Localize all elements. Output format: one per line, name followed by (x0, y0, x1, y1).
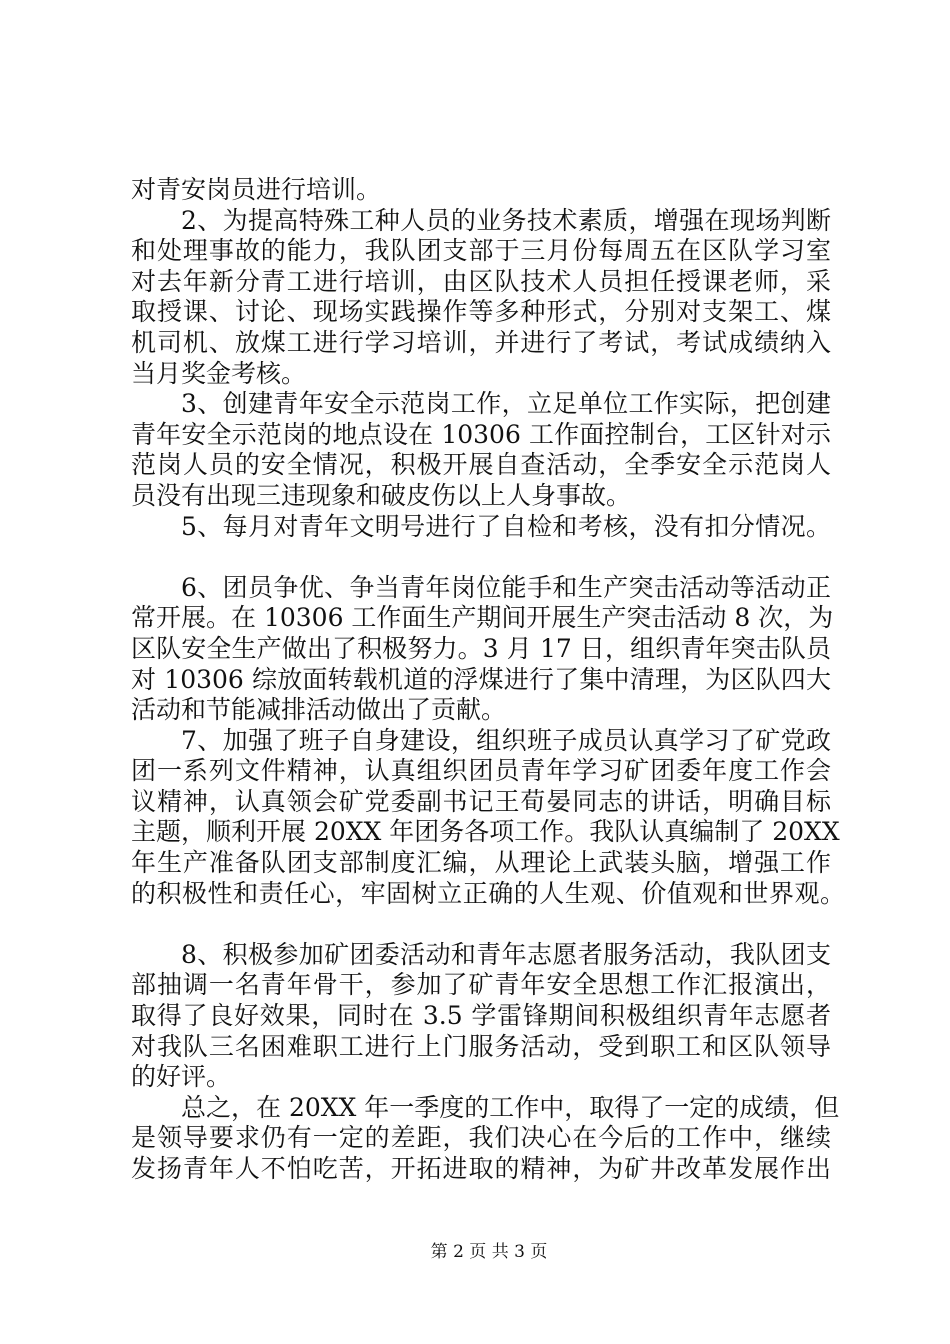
paragraph-line: 当月奖金考核。 (131, 358, 307, 388)
paragraph-line: 常开展。在 10306 工作面生产期间开展生产突击活动 8 次，为 (131, 603, 834, 633)
paragraph-item-3 (131, 389, 831, 511)
paragraph-line: 员没有出现三违现象和破皮伤以上人身事故。 (131, 480, 632, 510)
paragraph-line: 对我队三名困难职工进行上门服务活动，受到职工和区队领导 (131, 1031, 831, 1061)
blank-line (131, 542, 831, 573)
paragraph-line: 发扬青年人不怕吃苦，开拓进取的精神，为矿井改革发展作出 (131, 1154, 831, 1183)
paragraph-line: 青年安全示范岗的地点设在 10306 工作面控制台，工区针对示 (131, 419, 831, 449)
paragraph-line: 对去年新分青工进行培训，由区队技术人员担任授课老师，采 (131, 266, 831, 296)
paragraph-line: 机司机、放煤工进行学习培训，并进行了考试，考试成绩纳入 (131, 327, 831, 357)
paragraph-line: 取授课、讨论、现场实践操作等多种形式，分别对支架工、煤 (131, 297, 831, 327)
paragraph-line: 对 10306 综放面转载机道的浮煤进行了集中清理，为区队四大 (131, 664, 831, 694)
paragraph-line: 主题，顺利开展 20XX 年团务各项工作。我队认真编制了 20XX (131, 817, 840, 847)
paragraph-line: 3、创建青年安全示范岗工作，立足单位工作实际，把创建 (181, 389, 831, 419)
page-number-footer: 第 2 页 共 3 页 (430, 1242, 548, 1262)
paragraph-summary (131, 1092, 840, 1185)
paragraph-line: 取得了良好效果，同时在 3.5 学雷锋期间积极组织青年志愿者 (131, 1001, 831, 1031)
paragraph-line: 7、加强了班子自身建设，组织班子成员认真学习了矿党政 (181, 725, 831, 755)
paragraph-line: 年生产准备队团支部制度汇编，从理论上武装头脑，增强工作 (131, 848, 831, 878)
paragraph-line: 的积极性和责任心，牢固树立正确的人生观、价值观和世界观。 (131, 878, 845, 908)
paragraph-continuation (131, 175, 831, 206)
paragraph-item-6 (131, 572, 834, 726)
paragraph-line: 部抽调一名青年骨干，参加了矿青年安全思想工作汇报演出， (131, 970, 831, 1000)
paragraph-line: 对青安岗员进行培训。 (131, 175, 382, 204)
paragraph-item-7 (131, 725, 845, 910)
paragraph-line: 的好评。 (131, 1062, 232, 1092)
paragraph-line: 区队安全生产做出了积极努力。3 月 17 日，组织青年突击队员 (131, 633, 831, 663)
paragraph-line: 8、积极参加矿团委活动和青年志愿者服务活动，我队团支 (181, 939, 831, 969)
paragraph-line: 6、团员争优、争当青年岗位能手和生产突击活动等活动正 (181, 572, 831, 602)
paragraph-line: 5、每月对青年文明号进行了自检和考核，没有扣分情况。 (181, 511, 831, 541)
paragraph-line: 2、为提高特殊工种人员的业务技术素质，增强在现场判断 (181, 205, 831, 235)
document-body (131, 175, 845, 1185)
paragraph-line: 范岗人员的安全情况，积极开展自查活动，全季安全示范岗人 (131, 450, 831, 480)
paragraph-line: 总之，在 20XX 年一季度的工作中，取得了一定的成绩，但 (181, 1092, 840, 1122)
paragraph-line: 和处理事故的能力，我队团支部于三月份每周五在区队学习室 (131, 236, 831, 266)
paragraph-item-2 (131, 206, 831, 390)
paragraph-line: 是领导要求仍有一定的差距，我们决心在今后的工作中，继续 (131, 1123, 831, 1153)
paragraph-item-8 (131, 940, 831, 1093)
paragraph-item-5 (131, 512, 831, 543)
paragraph-line: 团一系列文件精神，认真组织团员青年学习矿团委年度工作会 (131, 756, 831, 786)
paragraph-line: 活动和节能减排活动做出了贡献。 (131, 695, 507, 725)
blank-line (131, 909, 831, 940)
paragraph-line: 议精神，认真领会矿党委副书记王荀晏同志的讲话，明确目标 (131, 786, 831, 816)
